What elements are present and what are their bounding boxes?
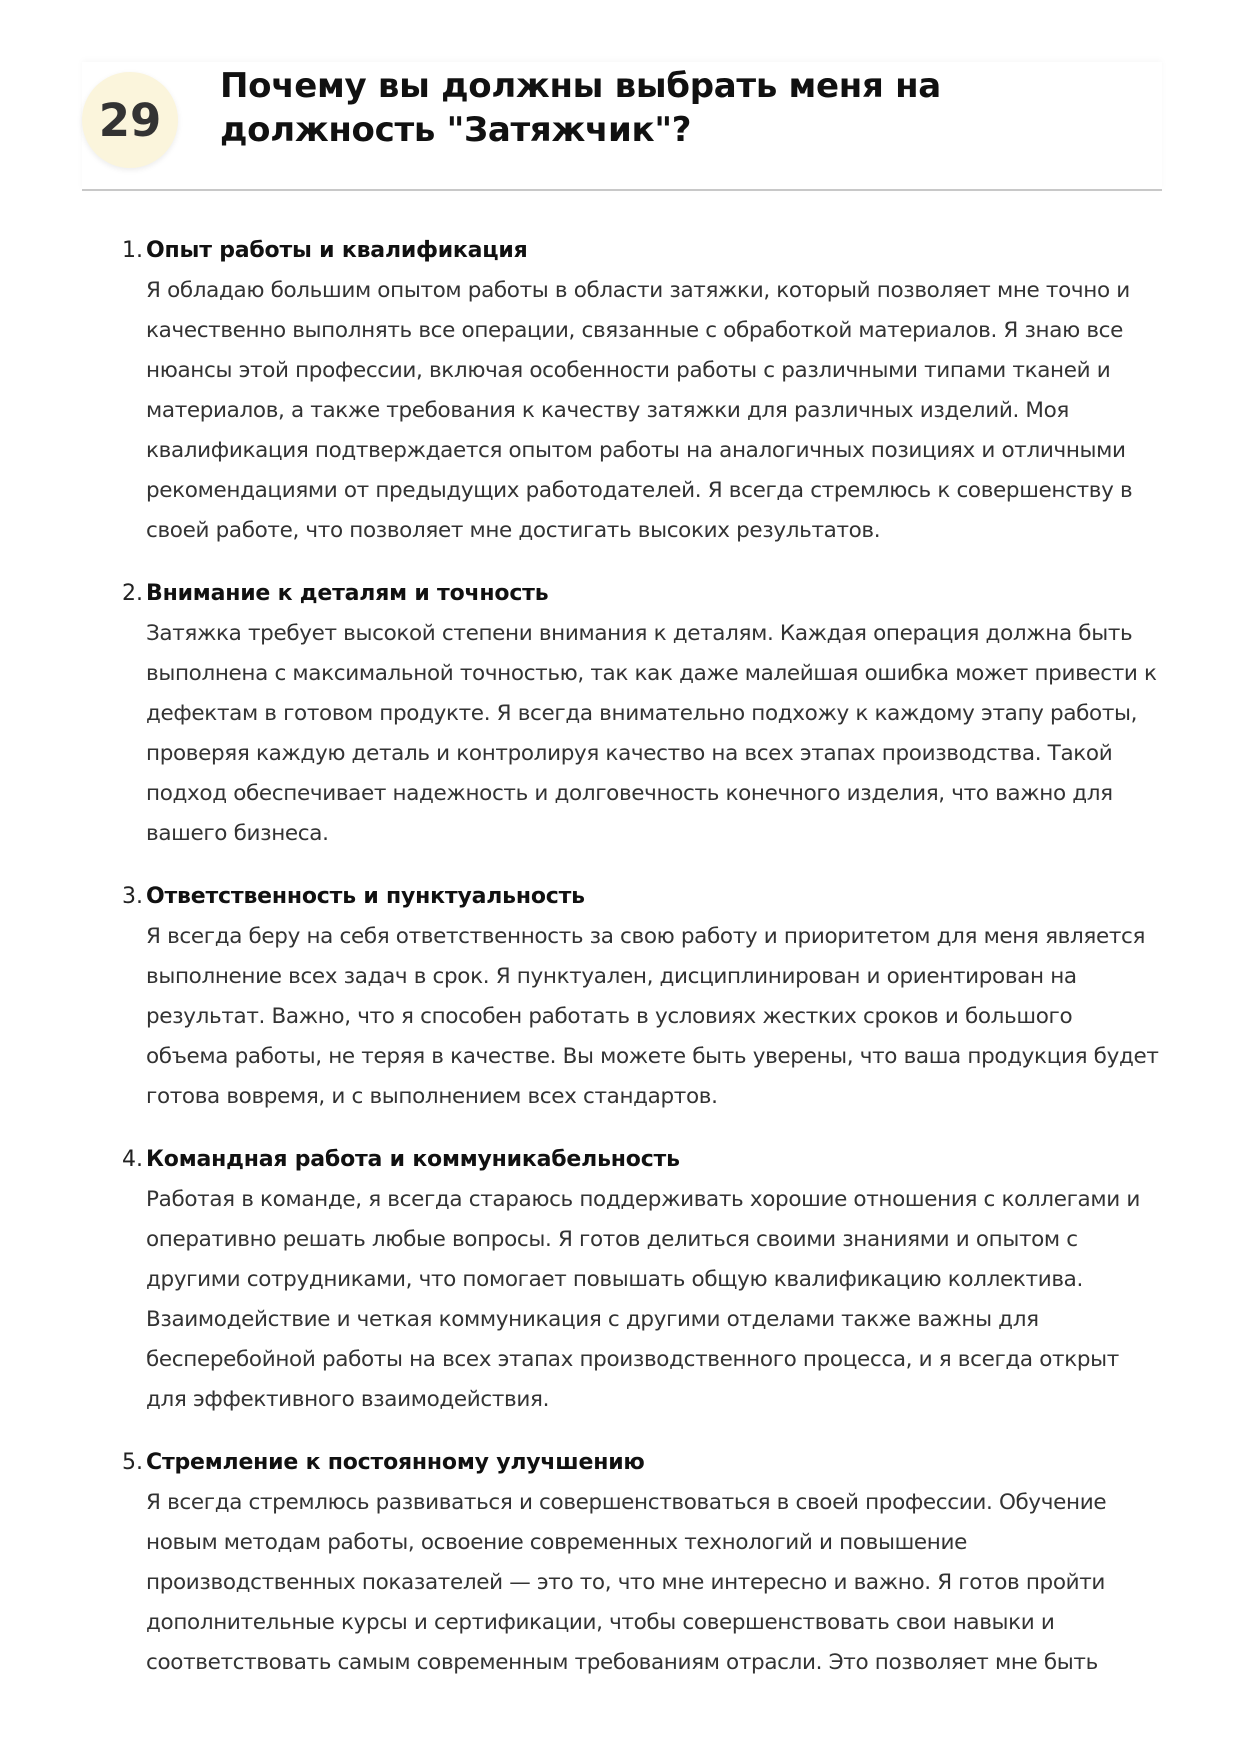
list-item-number: 1. <box>122 238 143 263</box>
list-item-heading: Опыт работы и квалификация <box>146 238 528 263</box>
list-item-body: Я всегда беру на себя ответственность за свою работу и приоритетом для меня является выполнение всех задач в срок. Я пунктуален, дисциплинирован и ориентирован на результат. Важно, что я способен работать в условиях жестких сроков и большого объема работы, не теряя в качестве. Вы можете быть уверены, что ваша продукция будет готова вовремя, и с выполнением всех стандартов. <box>146 924 1159 1109</box>
list-item-body: Я обладаю большим опытом работы в области затяжки, который позволяет мне точно и качественно выполнять все операции, связанные с обработкой материалов. Я знаю все нюансы этой профессии, включая особенности работы с различными типами тканей и материалов, а также требования к качеству затяжки для различных изделий. Моя квалификация подтверждается опытом работы на аналогичных позициях и отличными рекомендациями от предыдущих работодателей. Я всегда стремлюсь к совершенству в своей работе, что позволяет мне достигать высоких результатов. <box>146 278 1133 543</box>
list-item <box>110 877 1160 1117</box>
list-item-body: Затяжка требует высокой степени внимания к деталям. Каждая операция должна быть выполнена с максимальной точностью, так как даже малейшая ошибка может привести к дефектам в готовом продукте. Я всегда внимательно подхожу к каждому этапу работы, проверяя каждую деталь и контролируя качество на всех этапах производства. Такой подход обеспечивает надежность и долговечность конечного изделия, что важно для вашего бизнеса. <box>146 621 1157 846</box>
page-header <box>82 62 1162 191</box>
list-item-number: 4. <box>122 1147 143 1172</box>
list-item-heading: Внимание к деталям и точность <box>146 581 549 606</box>
list-item-body: Я всегда стремлюсь развиваться и совершенствоваться в своей профессии. Обучение новым методам работы, освоение современных технологий и повышение производственных показателей — это то, что мне интересно и важно. Я готов пройти дополнительные курсы и сертификации, чтобы совершенствовать свои навыки и соответствовать самым современным требованиям отрасли. Это позволяет мне быть <box>146 1490 1107 1675</box>
question-number-badge: 29 <box>82 72 178 168</box>
list-item-heading: Ответственность и пунктуальность <box>146 884 585 909</box>
list-item-number: 2. <box>122 581 143 606</box>
answer-list <box>110 231 1160 1706</box>
list-item <box>110 1443 1160 1683</box>
list-item-body: Работая в команде, я всегда стараюсь поддерживать хорошие отношения с коллегами и оперативно решать любые вопросы. Я готов делиться своими знаниями и опытом с другими сотрудниками, что помогает повышать общую квалификацию коллектива. Взаимодействие и четкая коммуникация с другими отделами также важны для бесперебойной работы на всех этапах производственного процесса, и я всегда открыт для эффективного взаимодействия. <box>146 1187 1140 1412</box>
list-item <box>110 574 1160 854</box>
page-title: Почему вы должны выбрать меня на должность "Затяжчик"? <box>220 66 941 150</box>
list-item-heading: Командная работа и коммуникабельность <box>146 1147 680 1172</box>
list-item <box>110 1140 1160 1420</box>
list-item-number: 3. <box>122 884 143 909</box>
list-item-heading: Стремление к постоянному улучшению <box>146 1450 645 1475</box>
list-item <box>110 231 1160 551</box>
list-item-number: 5. <box>122 1450 143 1475</box>
